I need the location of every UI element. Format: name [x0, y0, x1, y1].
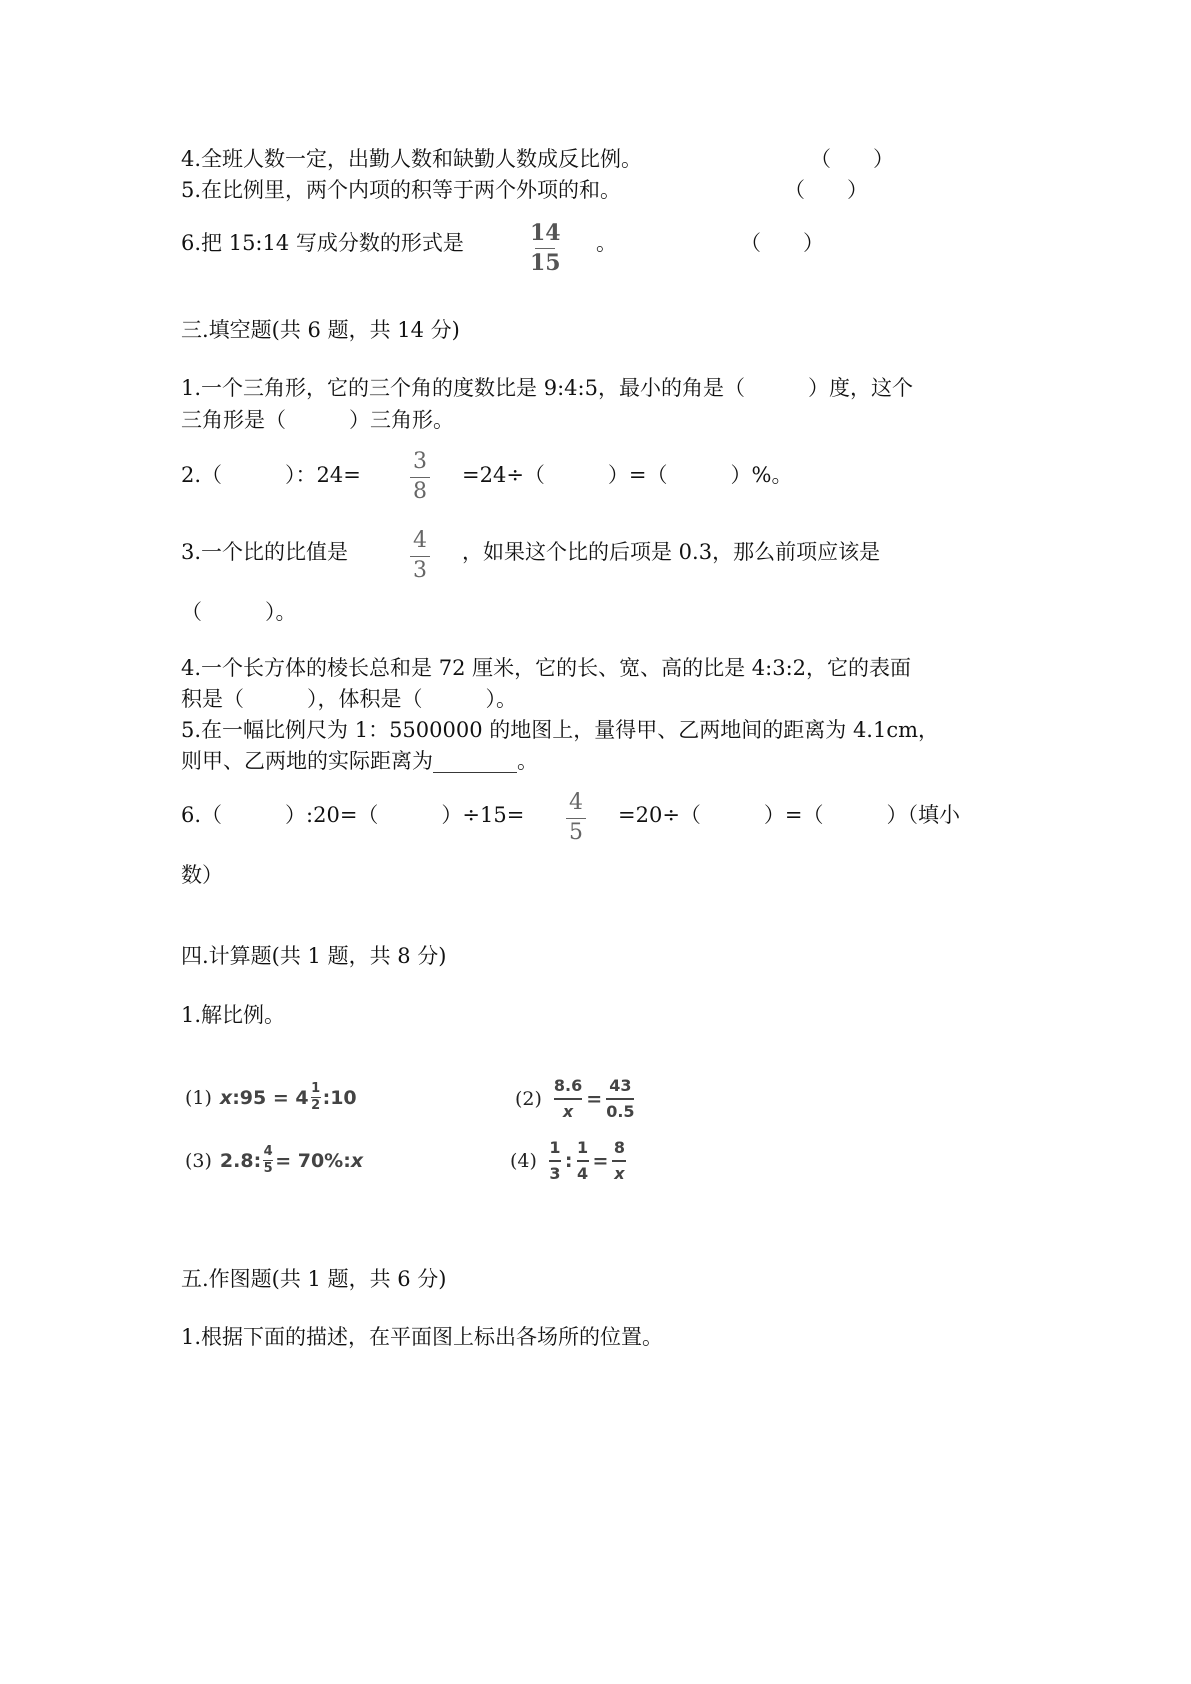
variable-x: x [350, 1149, 364, 1172]
fraction-left [554, 1076, 582, 1122]
fraction-numerator: 14 [530, 220, 561, 246]
fraction-bar [606, 1098, 634, 1100]
fraction-denominator: 8 [413, 479, 427, 504]
fraction-numerator: 43 [609, 1076, 632, 1095]
fraction-numerator: 1 [549, 1138, 561, 1157]
fraction-bar [612, 1160, 626, 1162]
small-fraction [311, 1082, 321, 1113]
fraction-denominator: 3 [413, 558, 427, 583]
equals-sign: = [592, 1150, 609, 1172]
fraction-bar [410, 556, 430, 557]
colon: : [564, 1150, 573, 1172]
equation-part: :10 [322, 1086, 357, 1109]
fraction-denominator: x [562, 1102, 574, 1121]
fraction-numerator: 8.6 [553, 1076, 583, 1095]
variable-x: x [219, 1086, 233, 1109]
fill-q5-line2: 则甲、乙两地的实际距离为________。 [181, 749, 538, 773]
item-number: (4) [510, 1150, 537, 1172]
fraction-bar [577, 1160, 589, 1162]
fraction-b [577, 1138, 589, 1184]
fraction-numerator: 1 [311, 1081, 321, 1096]
fill-q3-prefix: 3.一个比的比值是 [181, 540, 349, 564]
fill-q3-fraction [410, 530, 430, 582]
fraction-right [606, 1076, 634, 1122]
fill-q4-line2: 积是（ ），体积是（ ）。 [181, 687, 517, 711]
judge-q4-answer-paren[interactable]: （ ） [810, 147, 894, 171]
fraction-denominator: 5 [569, 820, 583, 845]
section-title-draw: 五.作图题(共 1 题，共 6 分) [181, 1267, 447, 1291]
fraction-bar [554, 1098, 582, 1100]
fill-q6-fraction [566, 792, 586, 844]
item-number: (3) [185, 1149, 212, 1172]
fraction-bar [535, 248, 555, 249]
fraction-numerator: 1 [576, 1138, 589, 1157]
judge-q6-prefix: 6.把 15:14 写成分数的形式是 [181, 231, 464, 255]
section-title-fill: 三.填空题(共 6 题，共 14 分) [181, 318, 460, 342]
fraction-c [612, 1138, 626, 1184]
judge-q6-answer-paren[interactable]: （ ） [740, 231, 824, 255]
fill-q6-prefix: 6.（ ）:20=（ ）÷15= [181, 803, 525, 827]
fraction-denominator: x [614, 1164, 625, 1183]
fill-q1-line1: 1.一个三角形，它的三个角的度数比是 9:4:5，最小的角是（ ）度，这个 [181, 376, 913, 400]
fill-q6-line2: 数） [181, 863, 223, 887]
judge-q4: 4.全班人数一定，出勤人数和缺勤人数成反比例。 [181, 147, 643, 171]
fill-q2-suffix: =24÷（ ）=（ ）%。 [462, 463, 793, 487]
fraction-numerator: 4 [263, 1144, 273, 1159]
fill-q3-line2: （ ）。 [181, 600, 297, 624]
item-number: (1) [185, 1086, 212, 1109]
proportion-1 [185, 1082, 357, 1113]
fill-q4-line1: 4.一个长方体的棱长总和是 72 厘米，它的长、宽、高的比是 4:3:2，它的表面 [181, 656, 912, 680]
fill-q6-suffix: =20÷（ ）=（ ）（填小 [618, 803, 961, 827]
proportion-2 [515, 1076, 639, 1122]
proportion-3 [185, 1145, 363, 1176]
judge-q5-answer-paren[interactable]: （ ） [784, 178, 868, 202]
fraction-numerator: 4 [569, 790, 583, 815]
small-fraction [263, 1145, 273, 1176]
section-title-calc: 四.计算题(共 1 题，共 8 分) [181, 944, 447, 968]
fraction-denominator: 2 [311, 1098, 321, 1113]
fraction-denominator: 3 [549, 1164, 561, 1183]
equation-part: = 70%: [275, 1149, 351, 1172]
fraction-bar [566, 818, 586, 819]
equation-part: 2.8: [219, 1149, 262, 1172]
fraction-numerator: 4 [413, 528, 427, 553]
fraction-denominator: 0.5 [606, 1102, 635, 1121]
calc-q1: 1.解比例。 [181, 1003, 286, 1027]
fill-q2-prefix: 2.（ ）：24= [181, 463, 361, 487]
fill-q5-line1: 5.在一幅比例尺为 1：5500000 的地图上，量得甲、乙两地间的距离为 4.1cm， [181, 718, 940, 742]
fraction-bar [549, 1160, 561, 1162]
judge-q6-fraction [530, 222, 561, 274]
fraction-a [549, 1138, 561, 1184]
fill-q2-fraction [410, 451, 430, 503]
proportion-4 [510, 1138, 630, 1184]
equation-part: :95 = 4 [232, 1086, 309, 1109]
fraction-denominator: 5 [263, 1161, 273, 1176]
item-number: (2) [515, 1088, 542, 1110]
judge-q5: 5.在比例里，两个内项的积等于两个外项的和。 [181, 178, 622, 202]
fraction-numerator: 8 [613, 1138, 626, 1157]
fraction-bar [410, 477, 430, 478]
equals-sign: = [586, 1088, 603, 1110]
fill-q3-suffix: ，如果这个比的后项是 0.3，那么前项应该是 [462, 540, 881, 564]
draw-q1: 1.根据下面的描述，在平面图上标出各场所的位置。 [181, 1325, 664, 1349]
fraction-numerator: 3 [413, 449, 427, 474]
judge-q6-suffix: 。 [596, 231, 617, 255]
fill-q1-line2: 三角形是（ ）三角形。 [181, 408, 454, 432]
fraction-denominator: 15 [530, 250, 561, 276]
fraction-denominator: 4 [576, 1164, 589, 1183]
